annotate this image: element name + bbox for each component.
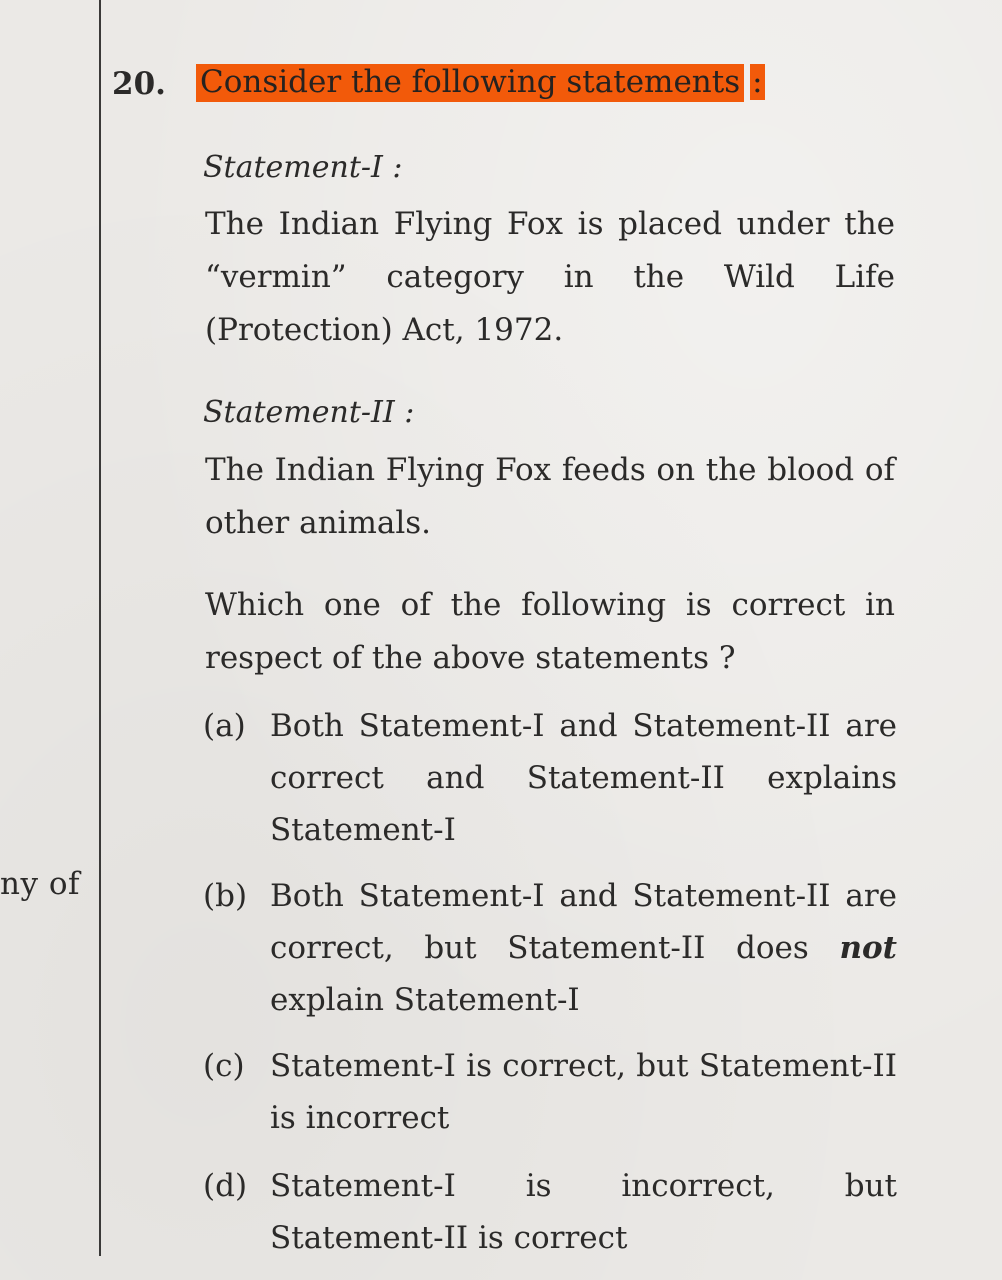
margin-rule — [99, 0, 101, 1256]
title-tail-char: s — [724, 64, 741, 100]
title-text: Consider the following statement — [200, 64, 725, 100]
highlighted-title — [196, 64, 744, 102]
question-number: 20. — [112, 66, 166, 102]
question-title — [196, 62, 765, 102]
option-text: Both Statement-I and Statement-II are correct and Statement-II explains Statement-I — [270, 708, 897, 848]
statement-2-heading: Statement-II : — [203, 395, 415, 430]
emphasis-not: not — [839, 930, 897, 966]
title-colon: : — [752, 64, 763, 100]
statement-1-text: The Indian Flying Fox is placed under the “vermin” category in the Wild Life (Protection) Act, 1972. — [205, 206, 895, 348]
option-label: (d) — [203, 1168, 248, 1204]
option-label: (c) — [203, 1048, 245, 1084]
statement-1-heading: Statement-I : — [203, 150, 403, 185]
option-label: (a) — [203, 708, 246, 744]
question-prompt: Which one of the following is correct in respect of the above statements ? — [205, 587, 895, 676]
option-text-before: Both Statement-I and Statement-II are correct, but Statement-II does — [270, 878, 897, 966]
previous-column-fragment: ny of — [0, 866, 80, 902]
option-text-after: explain Statement-I — [270, 982, 580, 1018]
option-label: (b) — [203, 878, 248, 914]
option-text: Statement-I is correct, but Statement-II is incorrect — [270, 1048, 897, 1136]
statement-2-text: The Indian Flying Fox feeds on the blood of other animals. — [205, 452, 895, 541]
option-text — [270, 870, 897, 1026]
option-text: Statement-I is incorrect, but Statement-II is correct — [270, 1168, 897, 1256]
